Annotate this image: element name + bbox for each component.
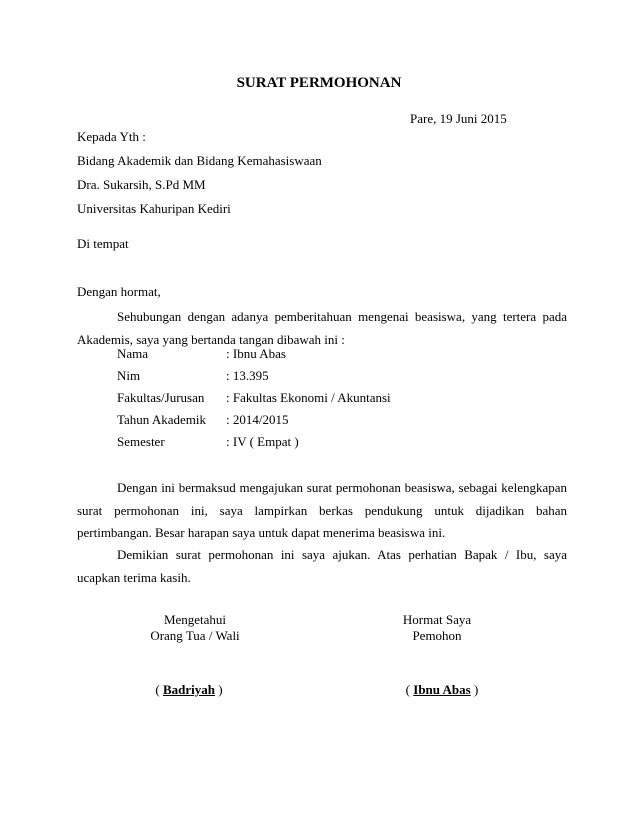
paren-open: ( [405,682,414,697]
recipient-line: Universitas Kahuripan Kediri [77,201,231,216]
body-paragraph-1: Dengan ini bermaksud mengajukan surat permohonan beasiswa, sebagai kelengkapan surat permohonan ini, saya lampirkan berkas pendukung untuk dijadikan bahan pertimbangan. Besar harapan saya untuk dapat menerima beasiswa ini. [77,480,567,540]
place-line: Di tempat [77,236,129,251]
detail-value: : Fakultas Ekonomi / Akuntansi [226,390,391,405]
body-paragraph-2: Demikian surat permohonan ini saya ajukan. Atas perhatian Bapak / Ibu, saya ucapkan terima kasih. [77,547,567,585]
detail-label: Fakultas/Jurusan [117,390,205,405]
detail-value: : 2014/2015 [226,412,289,427]
detail-label: Nama [117,346,149,361]
detail-row [117,412,391,434]
signature-left-line2: Orang Tua / Wali [150,628,240,643]
detail-label: Nim [117,368,141,383]
recipient-line: Kepada Yth : [77,129,146,144]
detail-value: : 13.395 [226,368,269,383]
detail-value: : Ibnu Abas [226,346,286,361]
signature-left-block [105,612,285,644]
greeting: Dengan hormat, [77,284,161,299]
detail-value: : IV ( Empat ) [226,434,299,449]
signature-left-name-line [99,682,279,698]
detail-row [117,390,391,412]
signature-right-name: Ibnu Abas [413,682,471,697]
signature-right-line1: Hormat Saya [402,612,472,627]
signature-right-block [347,612,527,644]
signature-left-line1: Mengetahui [163,612,227,627]
signature-left-name: Badriyah [162,682,215,697]
letter-title: SURAT PERMOHONAN [236,75,402,91]
signature-right-line2: Pemohon [412,628,462,643]
signature-right-name-line [352,682,532,698]
paren-close: ) [470,682,479,697]
intro-paragraph: Sehubungan dengan adanya pemberitahuan mengenai beasiswa, yang tertera pada Akademis, saya yang bertanda tangan dibawah ini : [77,309,567,347]
recipient-line: Bidang Akademik dan Bidang Kemahasiswaan [77,153,322,168]
detail-row [117,346,391,368]
paren-open: ( [155,682,163,697]
recipient-line: Dra. Sukarsih, S.Pd MM [77,177,206,192]
detail-row [117,368,391,390]
date-line: Pare, 19 Juni 2015 [410,111,507,126]
applicant-details-table [117,346,391,456]
paren-close: ) [215,682,223,697]
detail-row [117,434,391,456]
detail-label: Semester [117,434,165,449]
detail-label: Tahun Akademik [117,412,206,427]
